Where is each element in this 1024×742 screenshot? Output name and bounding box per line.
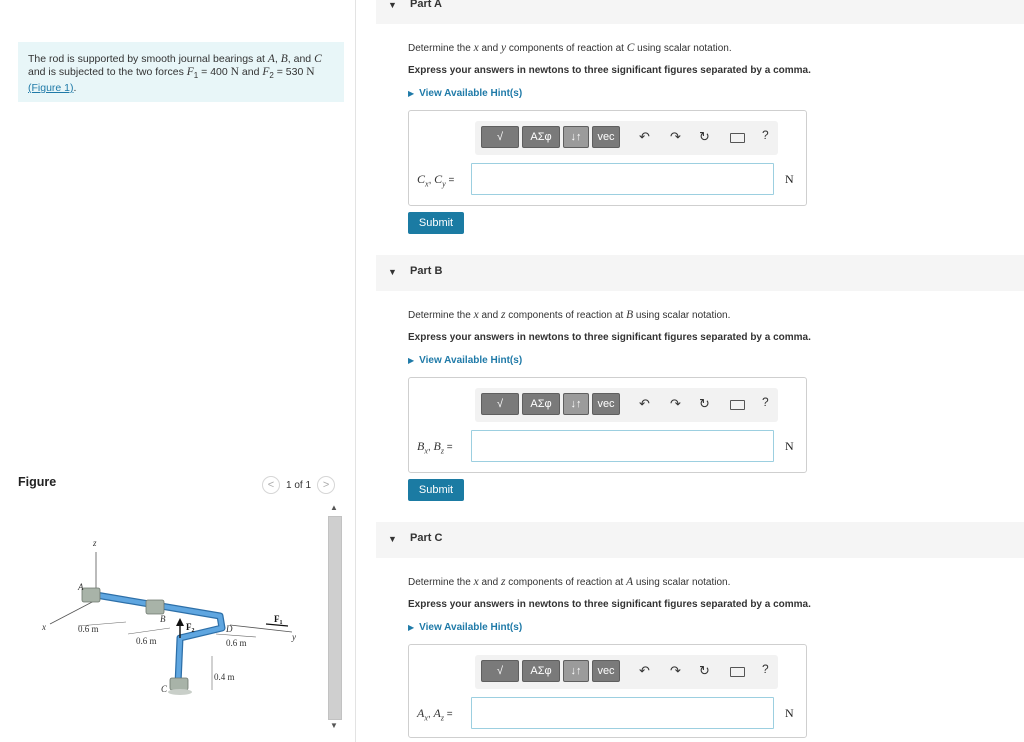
submit-button[interactable]: Submit — [408, 212, 464, 234]
problem-text: and is subjected to the two forces — [28, 66, 187, 78]
expand-triangle-icon: ▶ — [408, 356, 415, 365]
scroll-down-arrow[interactable]: ▼ — [330, 721, 338, 730]
templates-button[interactable]: √ — [481, 660, 519, 682]
keyboard-icon[interactable] — [730, 667, 745, 677]
figure-scrollbar[interactable] — [328, 503, 342, 733]
figure-link[interactable]: (Figure 1) — [28, 82, 74, 95]
previous-figure-button[interactable]: < — [262, 476, 280, 494]
part-b-hint-link[interactable]: ▶ View Available Hint(s) — [408, 355, 523, 366]
part-b-question: Determine the x and z components of reaction at B using scalar notation. — [408, 309, 731, 321]
force-f2-subscript: 2 — [269, 71, 274, 81]
force-f1-value: = 400 — [198, 66, 231, 78]
vector-button[interactable]: vec — [592, 393, 620, 415]
x-axis-label: x — [42, 622, 46, 632]
point-a-symbol: A — [267, 53, 275, 65]
submit-button[interactable]: Submit — [408, 479, 464, 501]
point-c-label: C — [161, 684, 168, 694]
greek-symbols-button[interactable]: ΑΣφ — [522, 393, 560, 415]
answer-label: $B_x$, $B_z$ = — [417, 439, 453, 456]
redo-icon[interactable]: ↷ — [670, 129, 681, 144]
answer-unit: N — [785, 172, 794, 186]
bearing-b — [146, 600, 164, 614]
answer-label: $A_x$, $A_z$ = — [417, 706, 453, 723]
vector-button[interactable]: vec — [592, 660, 620, 682]
scroll-track[interactable] — [328, 516, 342, 720]
force-f1-symbol: F — [186, 66, 194, 78]
part-a-instruction: Express your answers in newtons to three significant figures separated by a comma. — [408, 65, 811, 76]
part-b-header[interactable] — [376, 255, 1024, 291]
dimension-line — [128, 628, 170, 634]
help-button[interactable]: ? — [762, 395, 769, 409]
problem-pane — [0, 0, 356, 742]
dimension-label: 0.6 m — [226, 638, 247, 648]
reset-icon[interactable]: ↻ — [699, 663, 710, 678]
dimension-label: 0.6 m — [78, 624, 99, 634]
answer-input[interactable] — [471, 163, 774, 195]
reset-icon[interactable]: ↻ — [699, 396, 710, 411]
problem-text: , and — [287, 53, 315, 65]
greek-symbols-button[interactable]: ΑΣφ — [522, 126, 560, 148]
next-figure-button[interactable]: > — [317, 476, 335, 494]
redo-icon[interactable]: ↷ — [670, 663, 681, 678]
part-b-answer-box — [408, 377, 807, 473]
point-d-label: D — [226, 624, 233, 634]
force-f2-value: = 530 — [273, 66, 307, 78]
dimension-label: 0.4 m — [214, 672, 235, 682]
point-a-label: A — [78, 582, 84, 592]
point-b-symbol: B — [280, 53, 288, 65]
point-c-symbol: C — [314, 53, 322, 65]
problem-statement — [18, 42, 344, 102]
unit-newton: N — [306, 66, 315, 78]
answer-unit: N — [785, 439, 794, 453]
subscript-button[interactable]: ↓↑ — [563, 660, 589, 682]
part-a-question: Determine the x and y components of reaction at C using scalar notation. — [408, 42, 732, 54]
vector-button[interactable]: vec — [592, 126, 620, 148]
part-b-instruction: Express your answers in newtons to three significant figures separated by a comma. — [408, 332, 811, 343]
problem-text: The rod is supported by smooth journal bearings at — [28, 53, 268, 65]
subscript-button[interactable]: ↓↑ — [563, 126, 589, 148]
rod-figure — [30, 520, 320, 710]
redo-icon[interactable]: ↷ — [670, 396, 681, 411]
problem-text: , — [274, 53, 281, 65]
figure-pager — [262, 476, 335, 494]
scroll-up-arrow[interactable]: ▲ — [330, 503, 338, 512]
part-c-answer-box — [408, 644, 807, 738]
expand-triangle-icon: ▶ — [408, 89, 415, 98]
part-a-header[interactable] — [376, 0, 1024, 24]
part-c-question: Determine the x and z components of reaction at A using scalar notation. — [408, 576, 731, 588]
part-c-title: Part C — [410, 532, 443, 544]
keyboard-icon[interactable] — [730, 133, 745, 143]
dimension-line — [216, 634, 256, 637]
force-f1-arrow — [266, 624, 288, 626]
expand-triangle-icon: ▶ — [408, 623, 415, 632]
force-f1-subscript: 1 — [193, 71, 199, 81]
collapse-caret-icon[interactable]: ▼ — [388, 267, 397, 277]
figure-page-indicator: 1 of 1 — [286, 479, 312, 491]
part-b-title: Part B — [410, 265, 443, 277]
part-a-hint-link[interactable]: ▶ View Available Hint(s) — [408, 88, 523, 99]
bearing-a — [82, 588, 100, 602]
part-a-title: Part A — [410, 0, 442, 10]
y-axis-label: y — [292, 632, 296, 642]
undo-icon[interactable]: ↶ — [639, 663, 650, 678]
bearing-c — [170, 678, 188, 690]
answer-input[interactable] — [471, 430, 774, 462]
subscript-button[interactable]: ↓↑ — [563, 393, 589, 415]
force-f2-arrowhead — [176, 618, 184, 626]
collapse-caret-icon[interactable]: ▼ — [388, 0, 397, 10]
z-axis-label: z — [93, 538, 97, 548]
x-axis — [50, 600, 96, 624]
math-toolbar — [475, 655, 778, 689]
force-f2-symbol: F — [262, 66, 270, 78]
templates-button[interactable]: √ — [481, 393, 519, 415]
undo-icon[interactable]: ↶ — [639, 129, 650, 144]
help-button[interactable]: ? — [762, 128, 769, 142]
part-a-answer-box — [408, 110, 807, 206]
figure-title: Figure — [18, 475, 57, 489]
collapse-caret-icon[interactable]: ▼ — [388, 534, 397, 544]
part-c-header[interactable] — [376, 522, 1024, 558]
undo-icon[interactable]: ↶ — [639, 396, 650, 411]
unit-newton: N — [230, 66, 239, 78]
templates-button[interactable]: √ — [481, 126, 519, 148]
part-c-instruction: Express your answers in newtons to three significant figures separated by a comma. — [408, 599, 811, 610]
keyboard-icon[interactable] — [730, 400, 745, 410]
answer-label: $C_x$, $C_y$ = — [417, 172, 455, 189]
problem-text: and — [238, 66, 263, 78]
force-f1-label: $F_1$ — [274, 614, 283, 626]
dimension-label: 0.6 m — [136, 636, 157, 646]
problem-text: . — [73, 82, 77, 95]
math-toolbar — [475, 388, 778, 422]
part-c-hint-link[interactable]: ▶ View Available Hint(s) — [408, 622, 523, 633]
answer-input[interactable] — [471, 697, 774, 729]
math-toolbar — [475, 121, 778, 155]
point-b-label: B — [160, 614, 166, 624]
force-f2-label: $F_2$ — [186, 622, 195, 634]
bearing-c-base — [168, 689, 192, 695]
help-button[interactable]: ? — [762, 662, 769, 676]
reset-icon[interactable]: ↻ — [699, 129, 710, 144]
greek-symbols-button[interactable]: ΑΣφ — [522, 660, 560, 682]
answer-unit: N — [785, 706, 794, 720]
